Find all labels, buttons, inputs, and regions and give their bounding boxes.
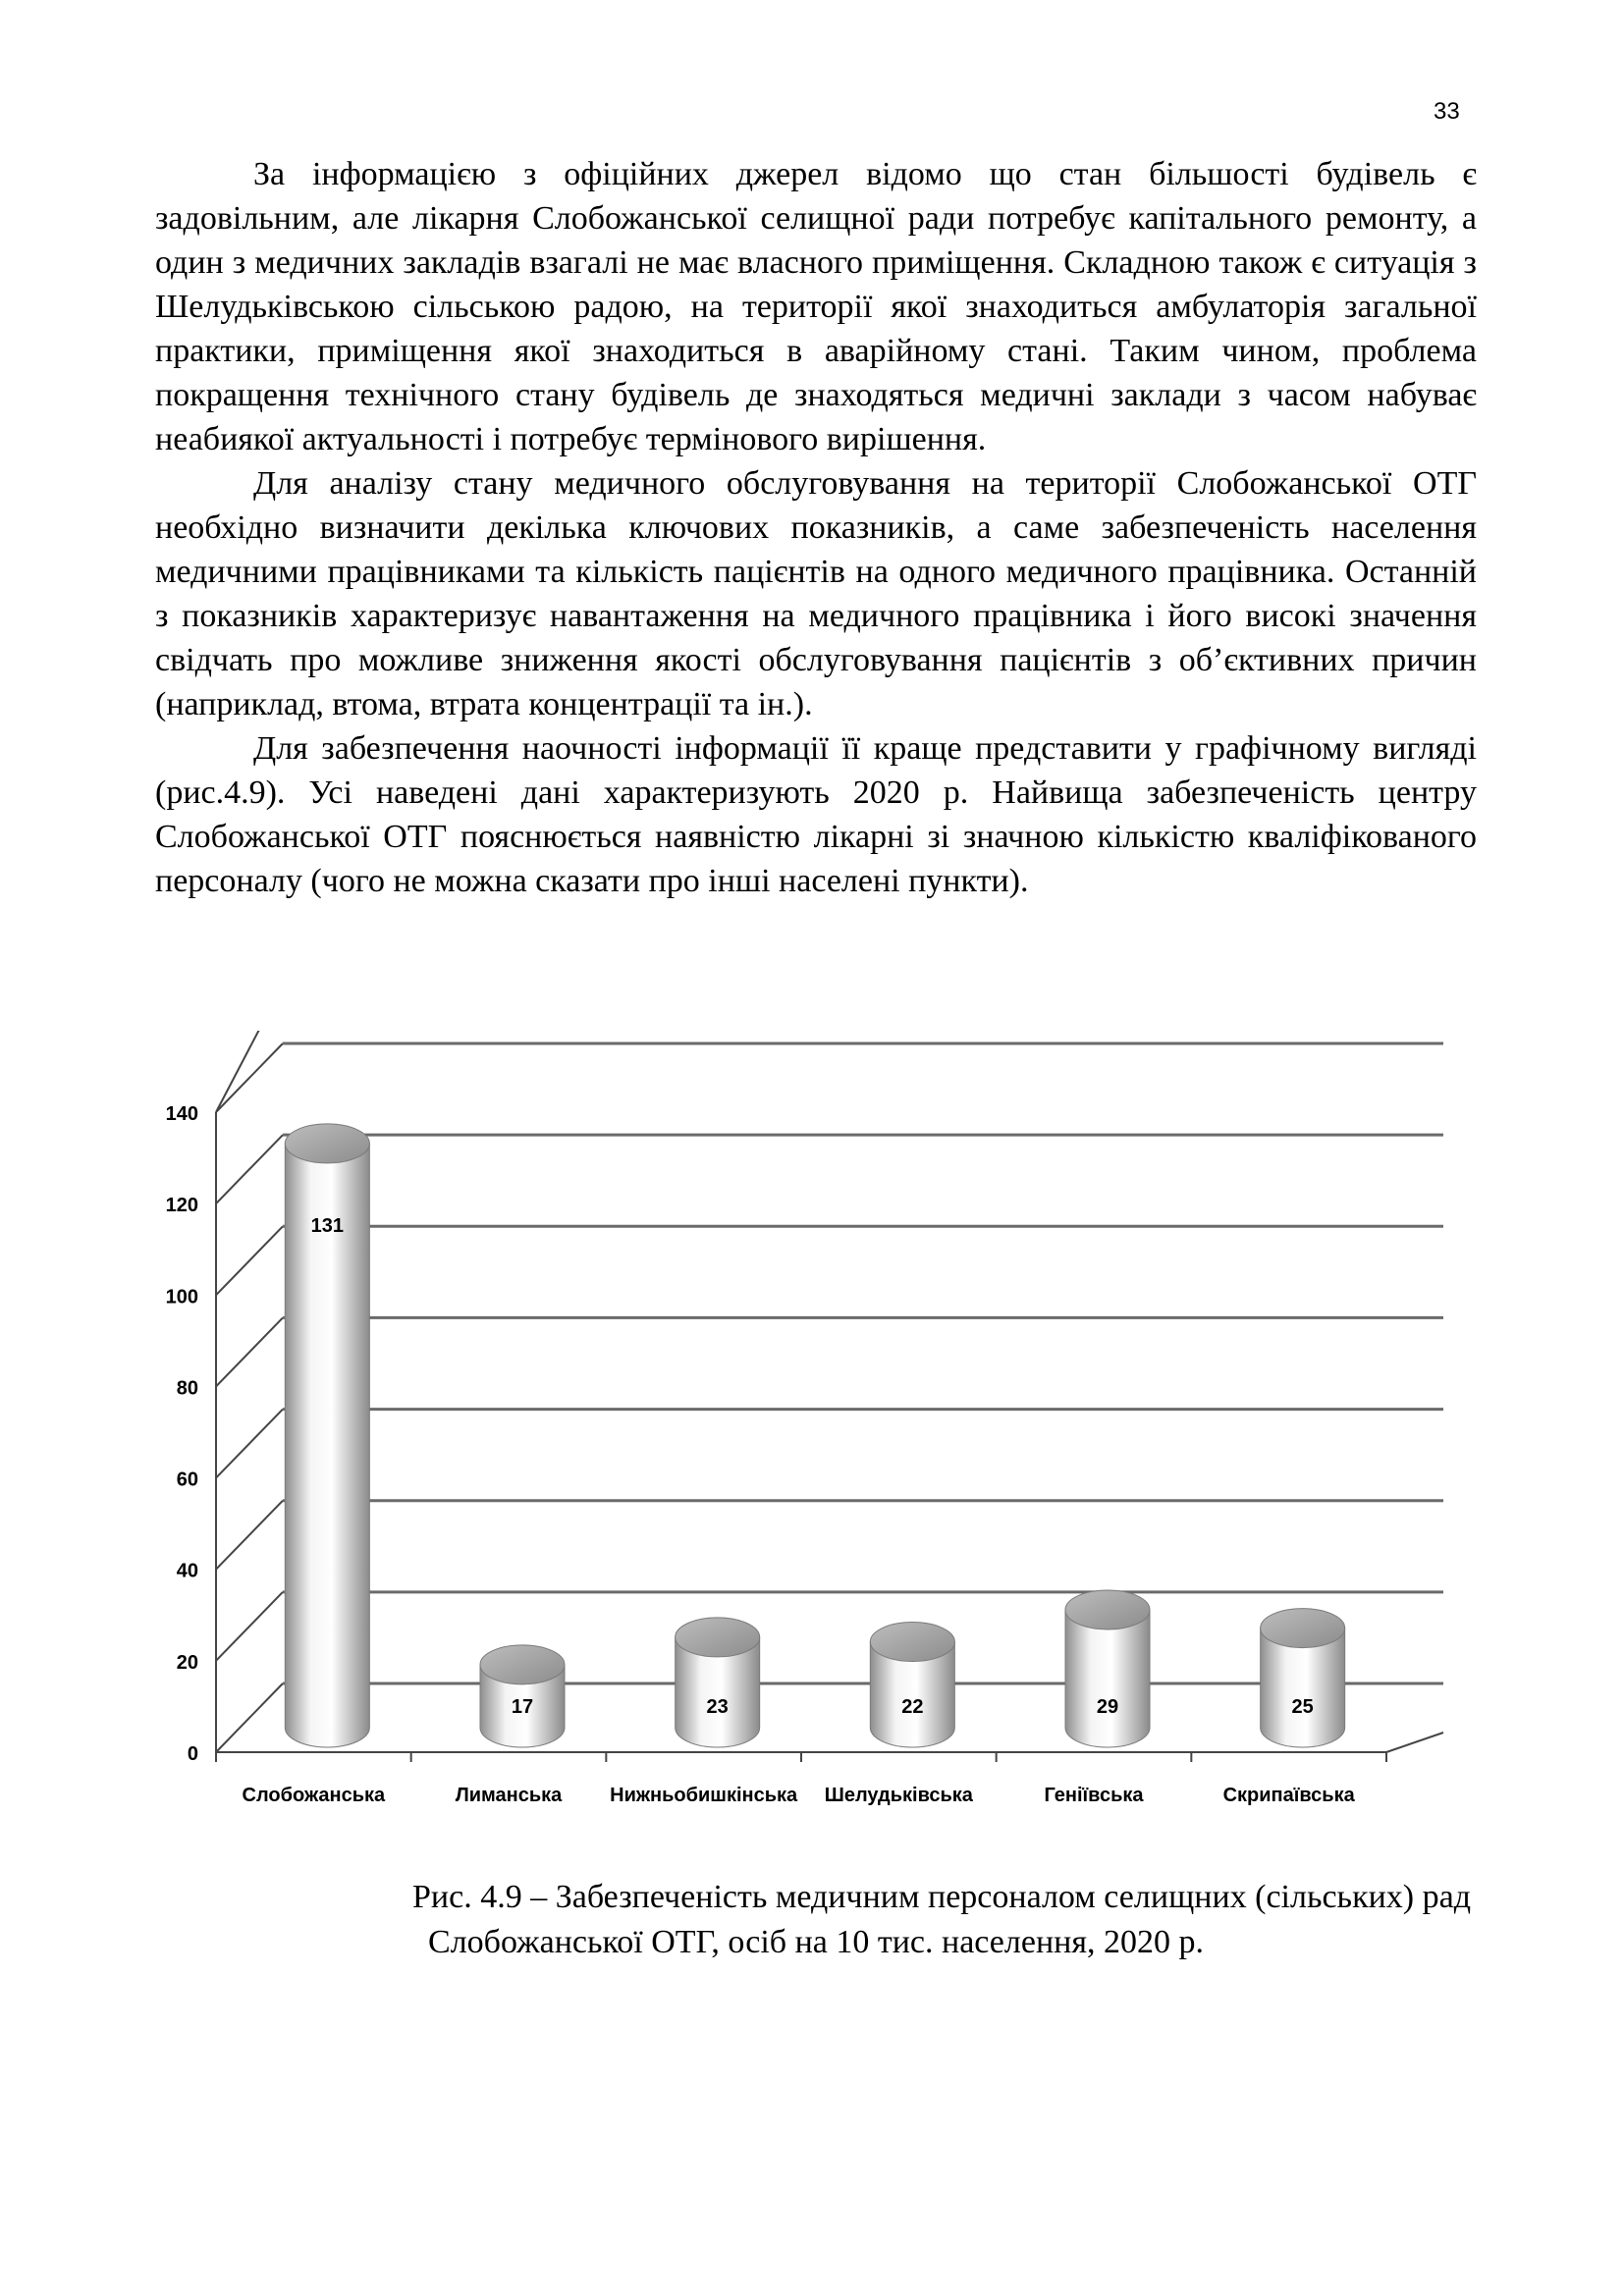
y-axis-diagonal-top [216,1031,283,1112]
chart-axes [216,1031,1443,1762]
bar-top-4 [1065,1590,1150,1629]
body-text [155,152,1477,903]
y-tick-label: 40 [176,1560,198,1582]
bar-chart [147,1031,1473,1845]
data-label: 23 [706,1696,729,1718]
figure-caption [155,1875,1477,1965]
y-tick-label: 20 [176,1651,198,1674]
page-number: 33 [1434,98,1460,125]
bar-top-2 [676,1618,760,1657]
bar-4 [1065,1610,1150,1747]
grid-diagonal [216,1317,283,1386]
bar-top-1 [480,1645,565,1684]
x-axis-end [1386,1733,1443,1752]
y-tick-label: 100 [165,1286,198,1308]
x-tick-label: Лиманська [455,1785,563,1806]
chart-bars [285,1124,1344,1747]
x-tick-label: Нижньобишкінська [610,1785,798,1806]
bar-top-5 [1261,1609,1345,1648]
grid-diagonal [216,1135,283,1203]
bar-top-0 [285,1124,369,1163]
chart-grid [216,1043,1443,1752]
grid-diagonal [216,1501,283,1570]
data-label: 17 [511,1696,534,1718]
x-tick-label: Слобожанська [242,1785,386,1806]
caption-line-2: Слобожанської ОТГ, осіб на 10 тис. населення, 2020 р. [428,1924,1204,1960]
data-label: 25 [1291,1696,1314,1718]
x-tick-label: Шелудьківська [824,1785,973,1806]
x-tick-label: Скрипаївська [1222,1785,1355,1806]
paragraph-1: За інформацією з офіційних джерел відомо що стан більшості будівель є задовільним, але лікарня Слобожанської селищної ради потребує капітального ремонту, а один з медичних закладів взагалі не має власного приміщення. Складною також є ситуація з Шелудьківською сільською радою, на території якої знаходиться амбулаторія загальної практики, приміщення якої знаходиться в аварійному стані. Таким чином, проблема покращення технічного стану будівель де знаходяться медичні заклади з часом набуває неабиякої актуальності і потребує термінового вирішення. [155,156,1477,457]
chart-canvas [147,1031,1473,1845]
y-tick-label: 60 [176,1468,198,1491]
data-label: 29 [1096,1696,1119,1718]
grid-diagonal [216,1410,283,1478]
grid-diagonal [216,1226,283,1295]
bar-top-3 [870,1623,954,1662]
x-tick-label: Геніївська [1044,1785,1144,1806]
y-tick-label: 0 [187,1743,198,1765]
data-label: 22 [901,1696,924,1718]
y-tick-label: 80 [176,1377,198,1400]
data-label: 131 [310,1214,345,1237]
grid-diagonal [216,1043,283,1112]
grid-diagonal [216,1683,283,1752]
y-tick-label: 140 [165,1103,198,1125]
grid-diagonal [216,1592,283,1661]
paragraph-3: Для забезпечення наочності інформації її краще представити у графічному вигляді (рис.4.9). Усі наведені дані характеризують 2020 р. Найвища забезпеченість центру Слобожанської ОТГ пояснюється наявністю лікарні зі значною кількістю кваліфікованого персоналу (чого не можна сказати про інші населені пункти). [155,730,1477,899]
caption-line-1: Рис. 4.9 – Забезпеченість медичним персоналом селищних (сільських) рад [412,1879,1471,1915]
paragraph-2: Для аналізу стану медичного обслуговування на території Слобожанської ОТГ необхідно визначити декілька ключових показників, а саме забезпеченість населення медичними працівниками та кількість пацієнтів на одного медичного працівника. Останній з показників характеризує навантаження на медичного працівника і його високі значення свідчать про можливе зниження якості обслуговування пацієнтів з об’єктивних причин (наприклад, втома, втрата концентрації та ін.). [155,465,1477,722]
y-tick-label: 120 [165,1195,198,1217]
